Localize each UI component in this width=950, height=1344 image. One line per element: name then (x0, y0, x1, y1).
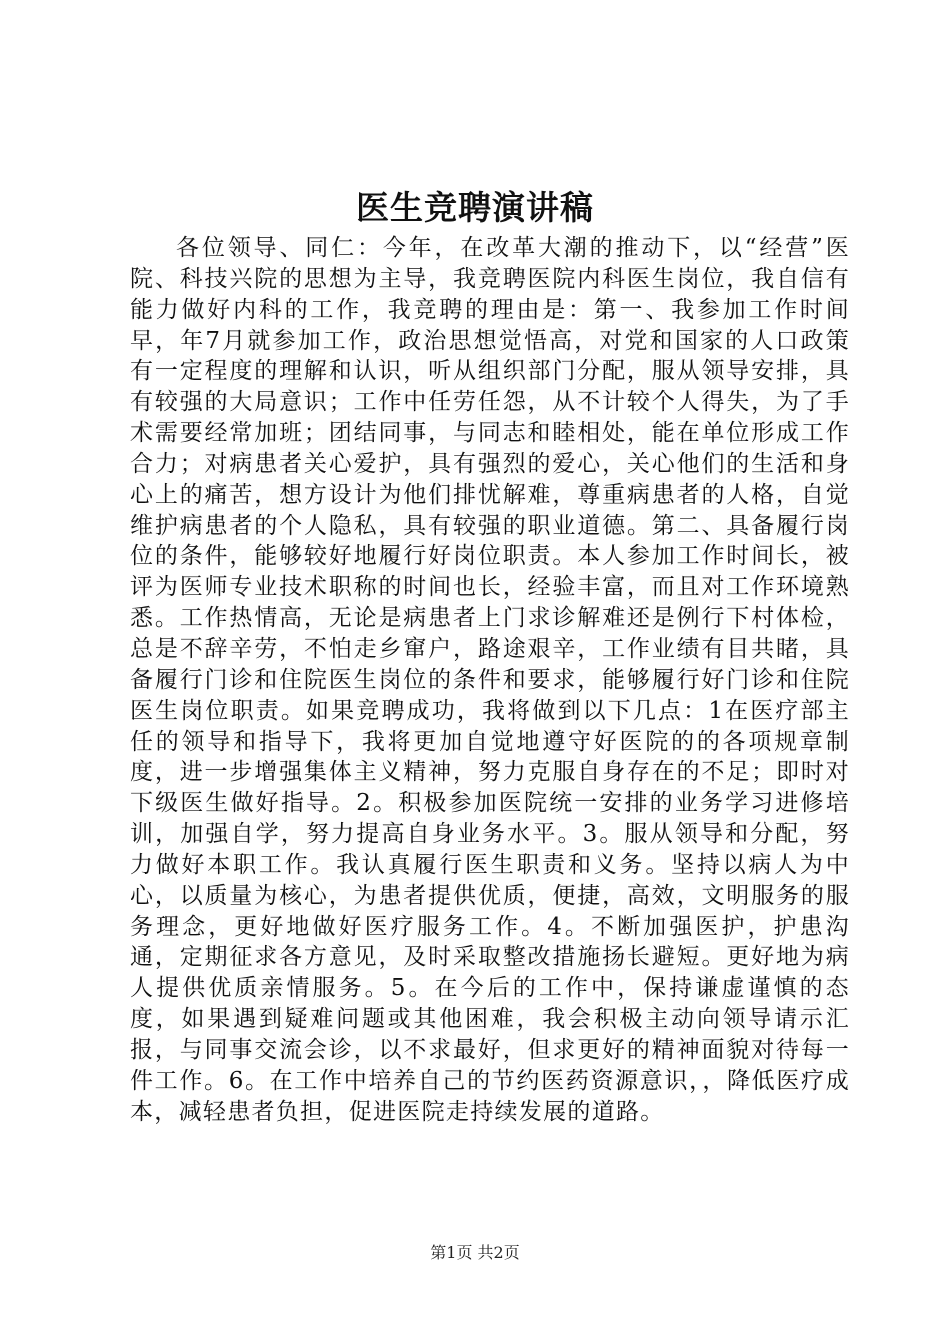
page-number-footer: 第1页 共2页 (430, 1243, 520, 1262)
document-title: 医生竞聘演讲稿 (356, 188, 594, 227)
document-body-paragraph: 各位领导、同仁：今年，在改革大潮的推动下，以“经营”医院、科技兴院的思想为主导，我竞聘医院内科医生岗位，我自信有能力做好内科的工作，我竞聘的理由是：第一、我参加工作时间早，年7月就参加工作，政治思想觉悟高，对党和国家的人口政策有一定程度的理解和认识，听从组织部门分配，服从领导安排，具有较强的大局意识；工作中任劳任怨，从不计较个人得失，为了手术需要经常加班；团结同事，与同志和睦相处，能在单位形成工作合力；对病患者关心爱护，具有强烈的爱心，关心他们的生活和身心上的痛苦，想方设计为他们排忧解难，尊重病患者的人格，自觉维护病患者的个人隐私，具有较强的职业道德。第二、具备履行岗位的条件，能够较好地履行好岗位职责。本人参加工作时间长，被评为医师专业技术职称的时间也长，经验丰富，而且对工作环境熟悉。工作热情高，无论是病患者上门求诊解难还是例行下村体检，总是不辞辛劳，不怕走乡窜户，路途艰辛，工作业绩有目共睹，具备履行门诊和住院医生岗位的条件和要求，能够履行好门诊和住院医生岗位职责。如果竞聘成功，我将做到以下几点：1在医疗部主任的领导和指导下，我将更加自觉地遵守好医院的的各项规章制度，进一步增强集体主义精神，努力克服自身存在的不足；即时对下级医生做好指导。2。积极参加医院统一安排的业务学习进修培训，加强自学，努力提高自身业务水平。3。服从领导和分配，努力做好本职工作。我认真履行医生职责和义务。坚持以病人为中心，以质量为核心，为患者提供优质，便捷，高效，文明服务的服务理念，更好地做好医疗服务工作。4。不断加强医护，护患沟通，定期征求各方意见，及时采取整改措施扬长避短。更好地为病人提供优质亲情服务。5。在今后的工作中，保持谦虚谨慎的态度，如果遇到疑难问题或其他困难，我会积极主动向领导请示汇报，与同事交流会诊，以不求最好，但求更好的精神面貌对待每一件工作。6。在工作中培养自己的节约医药资源意识，，降低医疗成本，减轻患者负担，促进医院走持续发展的道路。 (130, 235, 850, 1125)
